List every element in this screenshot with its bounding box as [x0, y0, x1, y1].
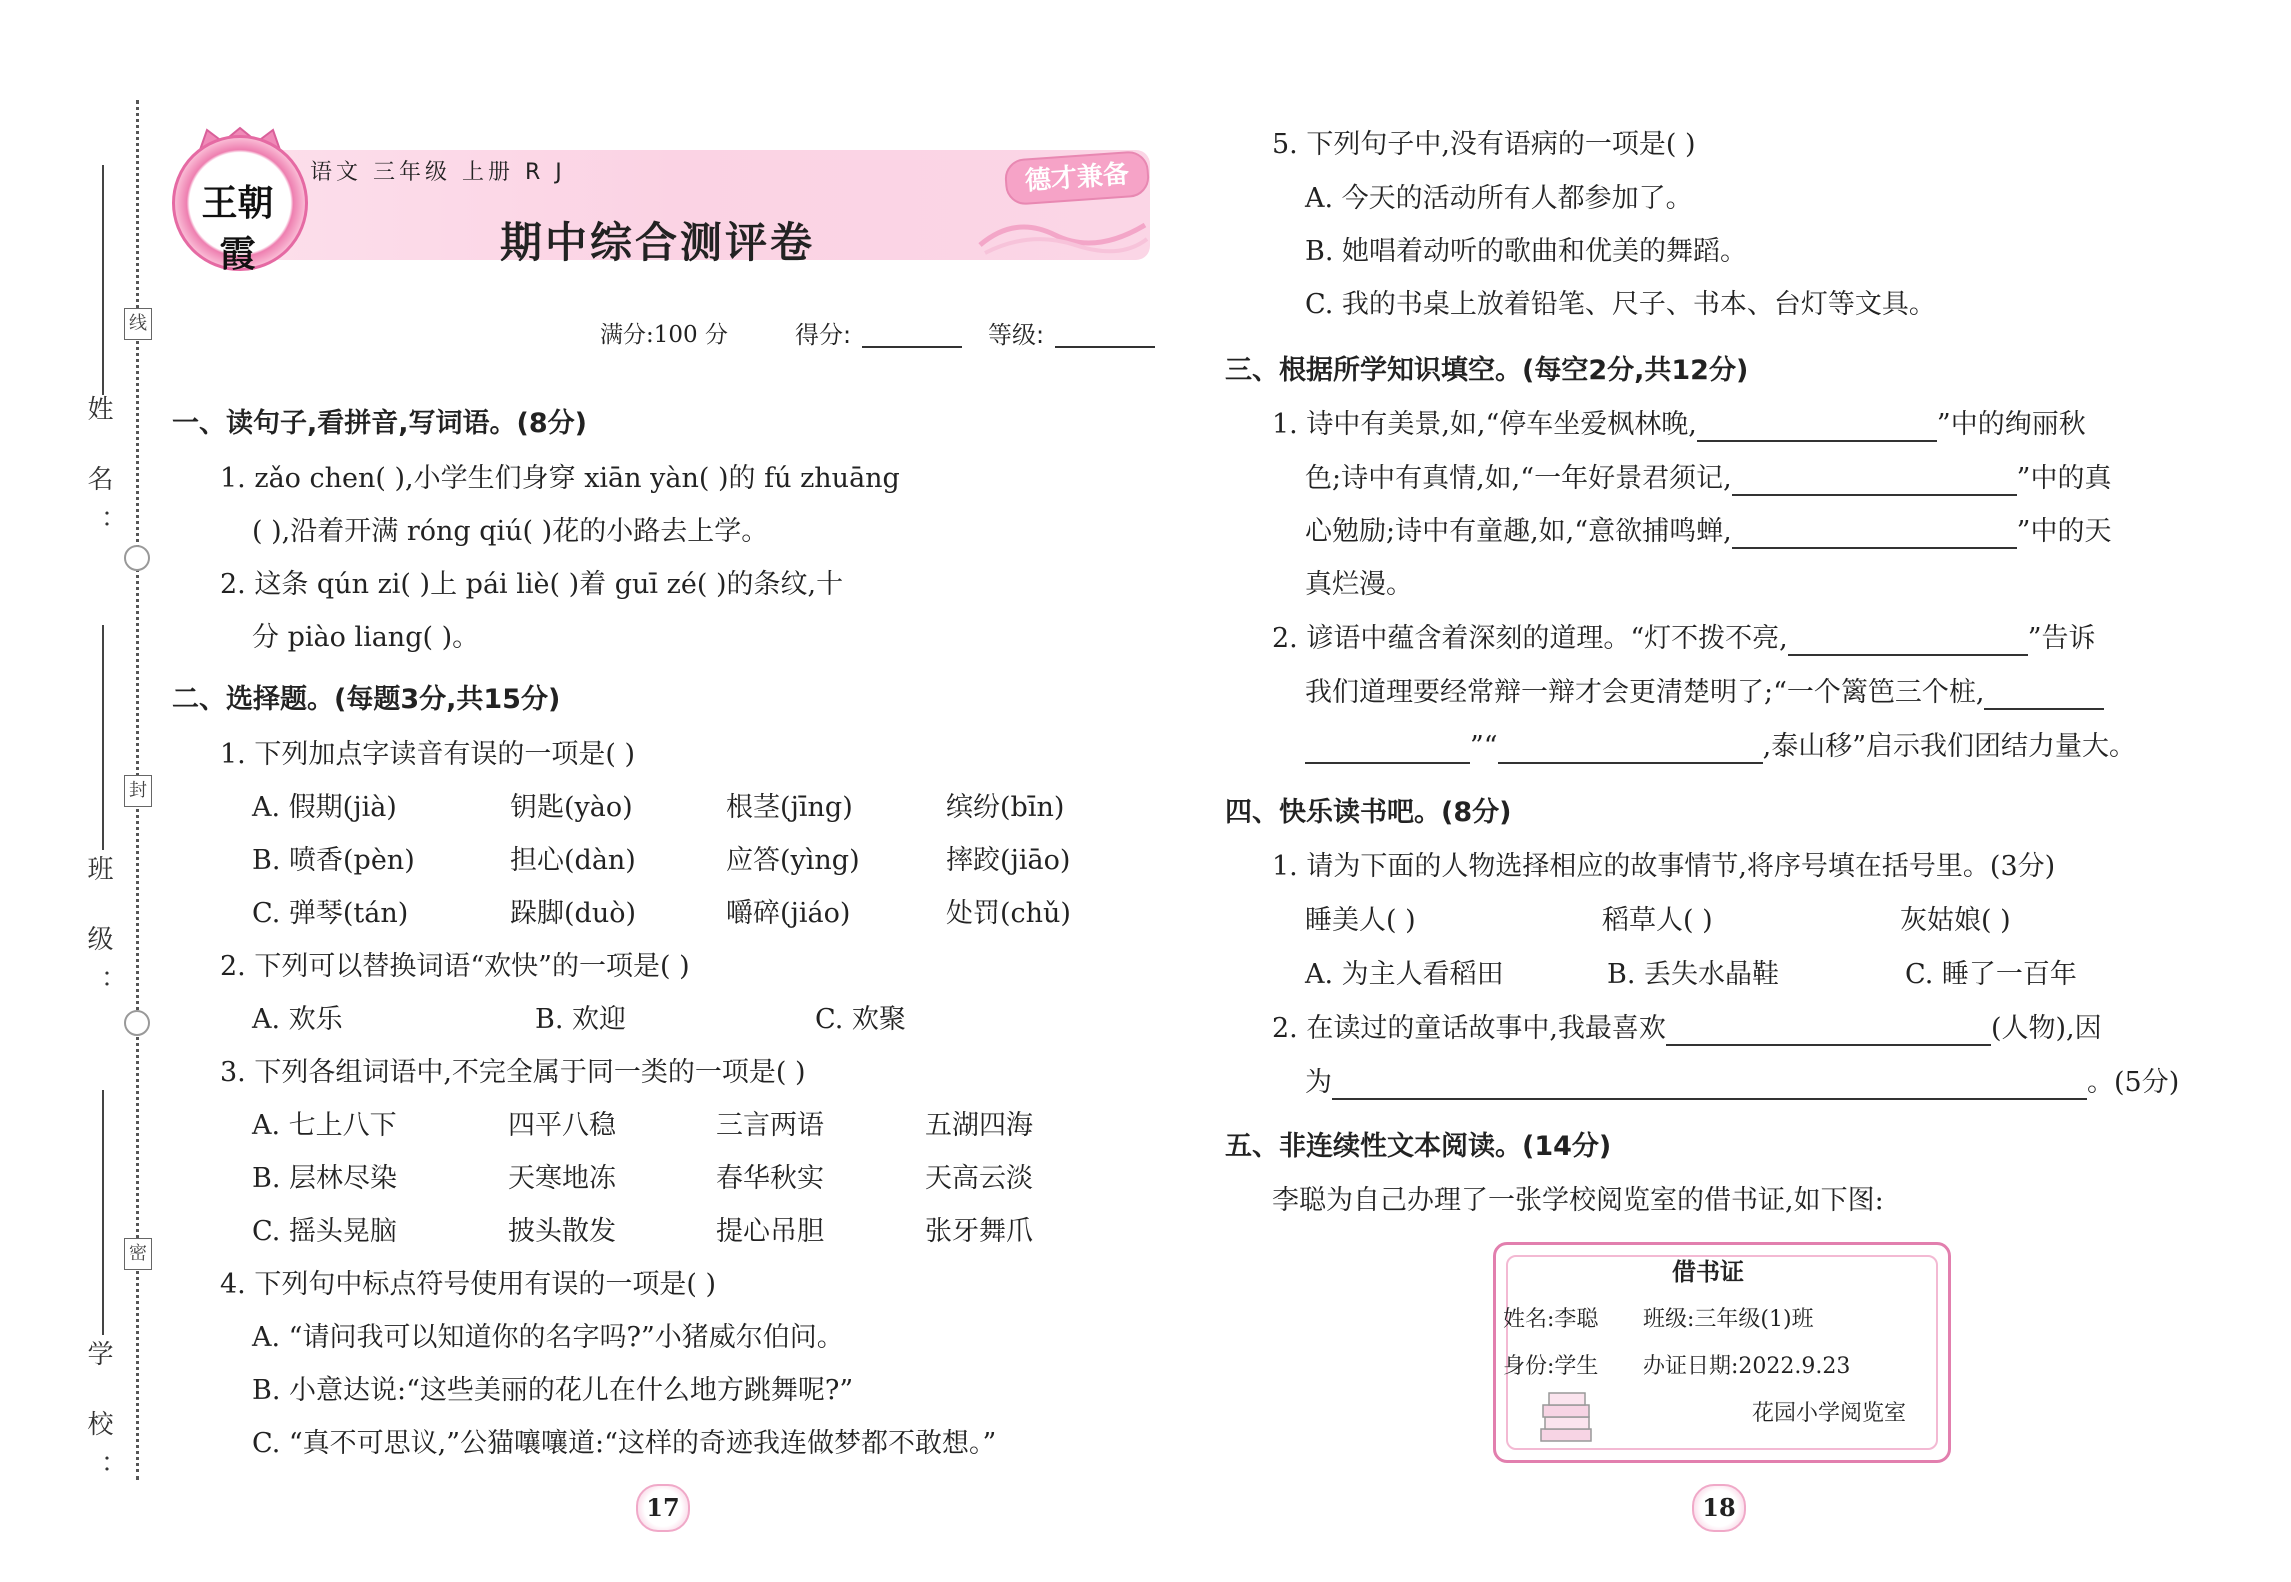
s4-q1: 1. 请为下面的人物选择相应的故事情节,将序号填在括号里。(3分): [1272, 851, 2056, 882]
section-3-heading: 三、根据所学知识填空。(每空2分,共12分): [1225, 355, 1749, 386]
s2-q1-row-a-4: 缤纷(bīn): [946, 792, 1065, 823]
s5-intro: 李聪为自己办理了一张学校阅览室的借书证,如下图:: [1272, 1185, 1884, 1216]
s3-q1-line-c: 心勉励;诗中有童趣,如,“意欲捕鸣蝉, ”中的天: [1305, 516, 2112, 547]
s3-blank-5a[interactable]: [1984, 682, 2104, 710]
s4-q1-person-1: 睡美人( ): [1305, 905, 1416, 936]
s2-q3-row-b-3: 春华秋实: [716, 1163, 824, 1194]
s2-q4: 4. 下列句中标点符号使用有误的一项是( ): [220, 1269, 716, 1300]
s2-q5: 5. 下列句子中,没有语病的一项是( ): [1272, 129, 1696, 160]
s2-q1-row-a-3: 根茎(jīng): [726, 792, 853, 823]
section-5-heading: 五、非连续性文本阅读。(14分): [1225, 1131, 1612, 1162]
logo-text: 王朝霞: [201, 183, 274, 275]
s2-q3-row-a-3: 三言两语: [716, 1110, 824, 1141]
s2-q5-opt-a: A. 今天的活动所有人都参加了。: [1305, 183, 1693, 214]
s1-q2-line-b: 分 piào liang( )。: [252, 622, 480, 653]
s4-q2-line-a: 2. 在读过的童话故事中,我最喜欢 (人物),因: [1272, 1013, 2102, 1044]
s2-q4-opt-c: C. “真不可思议,”公猫嚷嚷道:“这样的奇迹我连做梦都不敢想。”: [252, 1428, 997, 1459]
school-rule: [102, 1090, 104, 1335]
s1-q2-line-a: 2. 这条 qún zi( )上 pái liè( )着 guī zé( )的条纹,十: [220, 569, 844, 600]
class-label: 班 级：: [83, 855, 113, 1014]
card-title: 借书证: [1672, 1258, 1744, 1286]
binding-hole-1: [124, 545, 150, 571]
section-2-heading: 二、选择题。(每题3分,共15分): [172, 684, 561, 715]
s3-q1-line-a: 1. 诗中有美景,如,“停车坐爱枫林晚, ”中的绚丽秋: [1272, 409, 2086, 440]
s2-q3-row-a-1: A. 七上八下: [252, 1110, 397, 1141]
s3-blank-3[interactable]: [1732, 521, 2017, 549]
s1-q1-line-b: ( ),沿着开满 róng qiú( )花的小路去上学。: [252, 516, 769, 547]
s2-q1-row-a-2: 钥匙(yào): [510, 792, 633, 823]
grade-label: 等级:: [988, 321, 1045, 349]
s3-blank-2[interactable]: [1732, 468, 2017, 496]
s2-q1: 1. 下列加点字读音有误的一项是( ): [220, 739, 635, 770]
card-name: 姓名:李聪: [1503, 1307, 1599, 1332]
s2-q1-row-c-1: C. 弹琴(tán): [252, 898, 409, 929]
s2-q3-row-b-2: 天寒地冻: [508, 1163, 616, 1194]
page-number-left: 17: [636, 1484, 690, 1532]
s2-q3-row-c-2: 披头散发: [508, 1216, 616, 1247]
s1-q1-line-a: 1. zǎo chen( ),小学生们身穿 xiān yàn( )的 fú zhuāng: [220, 463, 900, 494]
s3-blank-4[interactable]: [1788, 628, 2028, 656]
s2-q3-row-a-2: 四平八稳: [508, 1110, 616, 1141]
grade-field[interactable]: [1055, 346, 1155, 348]
s3-q1-line-d: 真烂漫。: [1305, 569, 1413, 600]
s2-q5-opt-c: C. 我的书桌上放着铅笔、尺子、书本、台灯等文具。: [1305, 289, 1936, 320]
s3-q1-line-b: 色;诗中有真情,如,“一年好景君须记, ”中的真: [1305, 463, 2112, 494]
school-label: 学 校：: [83, 1340, 113, 1499]
s4-blank-1[interactable]: [1666, 1018, 1991, 1046]
s2-q1-row-b-2: 担心(dàn): [510, 845, 636, 876]
card-date: 办证日期:2022.9.23: [1643, 1354, 1851, 1379]
seal-mi: 密: [124, 1238, 152, 1270]
s3-blank-1[interactable]: [1697, 414, 1937, 442]
subject-meta: 语文 三年级 上册 R J: [310, 160, 566, 185]
s2-q3: 3. 下列各组词语中,不完全属于同一类的一项是( ): [220, 1057, 806, 1088]
s2-q4-opt-a: A. “请问我可以知道你的名字吗?”小猪威尔伯问。: [252, 1322, 844, 1353]
s2-q2-opt-c: C. 欢聚: [815, 1004, 906, 1035]
s2-q3-row-b-1: B. 层林尽染: [252, 1163, 398, 1194]
s3-q2-line-b: 我们道理要经常辩一辩才会更清楚明了;“一个篱笆三个桩,: [1305, 676, 2104, 710]
page-title: 期中综合测评卷: [500, 218, 816, 267]
score-field[interactable]: [862, 346, 962, 348]
card-class: 班级:三年级(1)班: [1643, 1307, 1814, 1332]
s3-blank-6[interactable]: [1498, 736, 1763, 764]
s2-q3-row-c-1: C. 摇头晃脑: [252, 1216, 397, 1247]
s2-q3-row-a-4: 五湖四海: [925, 1110, 1033, 1141]
s4-q1-opt-a: A. 为主人看稻田: [1305, 959, 1504, 990]
s4-q1-person-2: 稻草人( ): [1602, 905, 1713, 936]
s2-q1-row-c-3: 嚼碎(jiáo): [726, 898, 851, 929]
s2-q3-row-c-3: 提心吊胆: [716, 1216, 824, 1247]
score-label: 得分:: [795, 321, 852, 349]
full-score: 满分:100 分: [600, 322, 728, 348]
binding-hole-2: [124, 1010, 150, 1036]
s2-q2-opt-a: A. 欢乐: [252, 1004, 343, 1035]
s2-q5-opt-b: B. 她唱着动听的歌曲和优美的舞蹈。: [1305, 236, 1748, 267]
s2-q1-row-a-1: A. 假期(jià): [252, 792, 397, 823]
s4-blank-2[interactable]: [1332, 1072, 2087, 1100]
books-icon: [1535, 1385, 1597, 1447]
name-label: 姓 名：: [83, 395, 113, 554]
card-identity: 身份:学生: [1503, 1354, 1599, 1379]
s3-q2-line-a: 2. 谚语中蕴含着深刻的道理。“灯不拨不亮, ”告诉: [1272, 623, 2096, 654]
seal-feng: 封: [124, 775, 152, 807]
s2-q1-row-b-1: B. 喷香(pèn): [252, 845, 415, 876]
page-number-right: 18: [1692, 1484, 1746, 1532]
section-1-heading: 一、读句子,看拼音,写词语。(8分): [172, 408, 587, 439]
s4-q1-person-3: 灰姑娘( ): [1900, 905, 2011, 936]
s4-q1-opt-b: B. 丢失水晶鞋: [1607, 959, 1780, 990]
s2-q4-opt-b: B. 小意达说:“这些美丽的花儿在什么地方跳舞呢?”: [252, 1375, 854, 1406]
name-rule: [102, 165, 104, 395]
s2-q1-row-b-3: 应答(yìng): [726, 845, 860, 876]
s2-q2-opt-b: B. 欢迎: [535, 1004, 627, 1035]
seal-xian: 线: [124, 308, 152, 340]
s2-q1-row-b-4: 摔跤(jiāo): [946, 845, 1071, 876]
s2-q2: 2. 下列可以替换词语“欢快”的一项是( ): [220, 951, 690, 982]
s4-q2-line-b: 为 。(5分): [1305, 1067, 2180, 1098]
s2-q1-row-c-2: 跺脚(duò): [510, 898, 636, 929]
section-4-heading: 四、快乐读书吧。(8分): [1225, 797, 1512, 828]
s2-q1-row-c-4: 处罚(chǔ): [946, 898, 1071, 929]
slogan-tag: 德才兼备: [1004, 150, 1151, 206]
s2-q3-row-c-4: 张牙舞爪: [925, 1216, 1033, 1247]
class-rule: [102, 625, 104, 850]
card-issuer: 花园小学阅览室: [1752, 1401, 1907, 1426]
s2-q3-row-b-4: 天高云淡: [925, 1163, 1033, 1194]
cloud-decoration: [975, 205, 1150, 255]
s3-q2-line-c: ”“ ,泰山移”启示我们团结力量大。: [1305, 730, 2136, 764]
s4-q1-opt-c: C. 睡了一百年: [1905, 959, 2077, 990]
s3-blank-5b[interactable]: [1305, 736, 1470, 764]
